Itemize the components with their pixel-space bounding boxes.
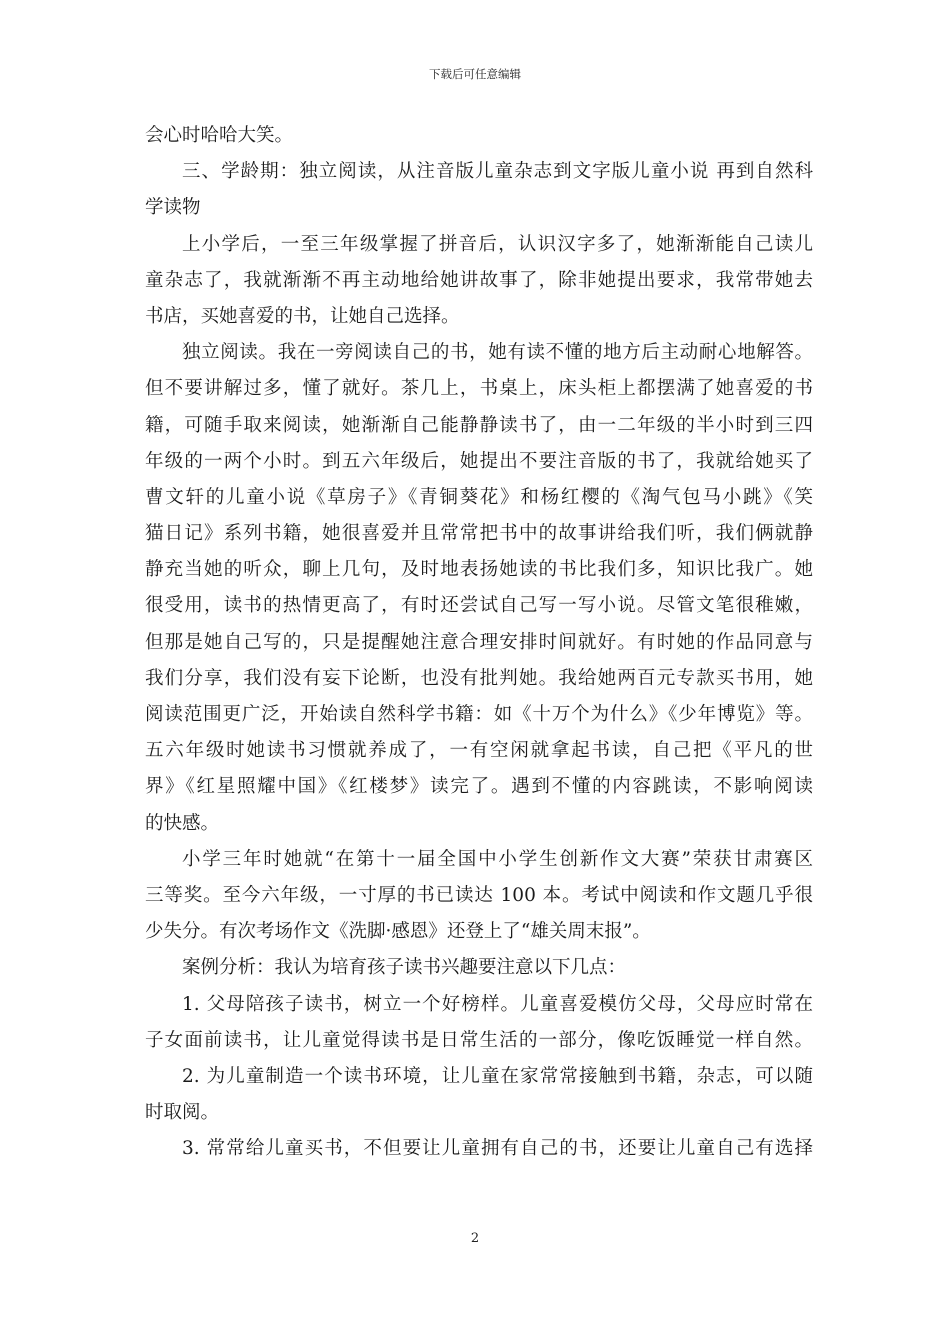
- text-line: 的快感。: [145, 812, 220, 834]
- text-line: 三、学龄期：独立阅读，从注音版儿童杂志到文字版儿童小说 再到自然科: [182, 161, 813, 183]
- text-line: 书店，买她喜爱的书，让她自己选择。: [145, 305, 460, 327]
- text-line: 但那是她自己写的，只是提醒她注意合理安排时间就好。有时她的作品同意与: [145, 631, 813, 653]
- text-line: 静充当她的听众，聊上几句，及时地表扬她读的书比我们多，知识比我广。她: [145, 559, 813, 581]
- text-line: 童杂志了，我就渐渐不再主动地给她讲故事了，除非她提出要求，我常带她去: [145, 269, 813, 291]
- text-line: 学读物: [145, 197, 201, 219]
- text-line: 年级的一两个小时。到五六年级后，她提出不要注音版的书了，我就给她买了: [145, 450, 813, 472]
- text-line: 上小学后，一至三年级掌握了拼音后，认识汉字多了，她渐渐能自己读儿: [182, 233, 813, 255]
- text-line: 曹文轩的儿童小说《草房子》《青铜葵花》和杨红樱的《淘气包马小跳》《笑: [145, 486, 813, 508]
- document-body: [145, 118, 813, 1167]
- text-line: 3. 常常给儿童买书，不但要让儿童拥有自己的书，还要让儿童自己有选择: [182, 1138, 813, 1160]
- page-number: 2: [470, 1231, 480, 1246]
- text-line: 籍，可随手取来阅读，她渐渐自己能静静读书了，由一二年级的半小时到三四: [145, 414, 813, 436]
- text-line: 子女面前读书，让儿童觉得读书是日常生活的一部分，像吃饭睡觉一样自然。: [145, 1029, 813, 1051]
- text-line: 小学三年时她就“在第十一届全国中小学生创新作文大赛”荣获甘肃赛区: [182, 848, 813, 870]
- text-line: 1. 父母陪孩子读书，树立一个好榜样。儿童喜爱模仿父母，父母应时常在: [182, 993, 813, 1015]
- text-line: 我们分享，我们没有妄下论断，也没有批判她。我给她两百元专款买书用，她: [145, 667, 813, 689]
- text-line: 会心时哈哈大笑。: [145, 125, 294, 146]
- text-line: 2. 为儿童制造一个读书环境，让儿童在家常常接触到书籍，杂志，可以随: [182, 1065, 813, 1087]
- text-line: 界》《红星照耀中国》《红楼梦》读完了。遇到不懂的内容跳读，不影响阅读: [145, 776, 813, 798]
- text-line: 少失分。有次考场作文《洗脚·感恩》还登上了“雄关周末报”。: [145, 921, 651, 943]
- text-line: 阅读范围更广泛，开始读自然科学书籍：如《十万个为什么》《少年博览》等。: [145, 704, 813, 725]
- text-line: 三等奖。至今六年级，一寸厚的书已读达 100 本。考试中阅读和作文题几乎很: [145, 884, 813, 906]
- text-line: 时取阅。: [145, 1102, 220, 1124]
- text-line: 猫日记》系列书籍，她很喜爱并且常常把书中的故事讲给我们听，我们俩就静: [145, 523, 813, 545]
- page-header: 下载后可任意编辑: [429, 67, 521, 81]
- text-line: 但不要讲解过多，懂了就好。茶几上，书桌上，床头柜上都摆满了她喜爱的书: [145, 378, 813, 400]
- text-line: 案例分析：我认为培育孩子读书兴趣要注意以下几点：: [182, 957, 627, 979]
- text-line: 很受用，读书的热情更高了，有时还尝试自己写一写小说。尽管文笔很稚嫩，: [145, 595, 813, 617]
- text-line: 独立阅读。我在一旁阅读自己的书，她有读不懂的地方后主动耐心地解答。: [182, 342, 813, 364]
- text-line: 五六年级时她读书习惯就养成了，一有空闲就拿起书读，自己把《平凡的世: [145, 740, 813, 762]
